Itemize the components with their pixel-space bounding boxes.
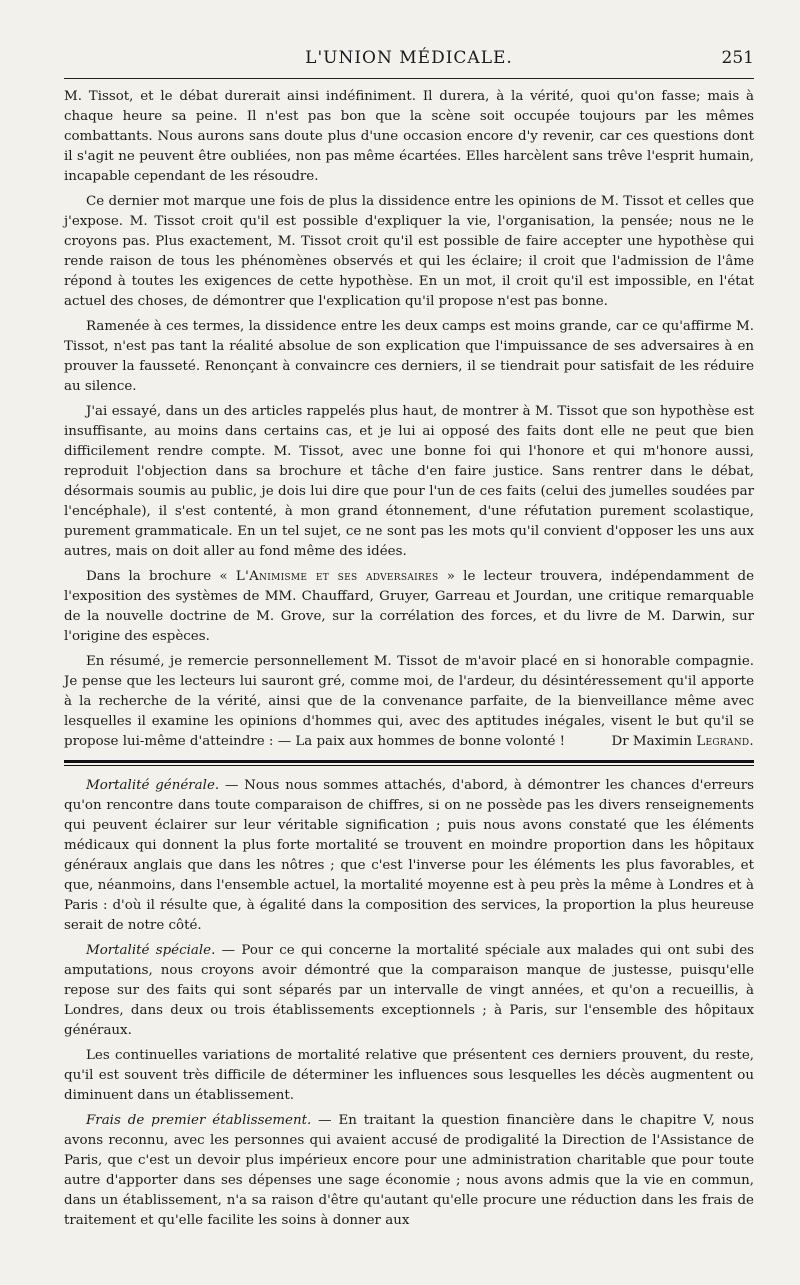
closing-paragraph: En résumé, je remercie personnellement M. Tissot de m'avoir placé en si honorable compagnie. Je pense que les lecteurs lui sauront gré, comme moi, de l'ardeur, du désintéressement qu'il apporte à la recherche de la vérité, ainsi que de la convenance parfaite, de la bienveillance même avec lesquelles il examine les opinions d'hommes qui, avec des aptitudes inégales, visent le but qu'il se propose lui-même d'atteindre : — La paix aux hommes de bonne volonté ! — [64, 654, 754, 749]
section-divider — [64, 760, 754, 766]
paragraph: Ramenée à ces termes, la dissidence entre les deux camps est moins grande, car ce qu'affirme M. Tissot, n'est pas tant la réalité absolue de son explication que l'impuissance de ses adversaires à en prouver la fausseté. Renonçant à convaincre ces derniers, il se tiendrait pour satisfait de les réduire au silence. — [64, 319, 754, 394]
section-text: — En traitant la question financière dans le chapitre V, nous avons reconnu, avec les personnes qui avaient accusé de prodigalité la Direction de l'Assistance de Paris, que c'est un devoir plus impérieux encore pour une administration charitable que pour toute autre d'apporter dans ses dépenses une sage économie ; nous avons admis que la vie en commun, dans un établissement, n'a sa raison d'être qu'autant qu'elle procure une réduction dans les frais de traitement et qu'elle facilite les soins à donner aux — [64, 1113, 754, 1228]
section-paragraph — [64, 1046, 754, 1106]
brochure-text-after: » le lecteur trouvera, indépendamment de l'exposition des systèmes de MM. Chauffard, Gruyer, Garreau et Jourdan, une critique remarquable de la nouvelle doctrine de M. Grove, sur la corrélation des forces, et du livre de M. Darwin, sur l'origine des espèces. — [64, 569, 754, 644]
paragraph: Ce dernier mot marque une fois de plus la dissidence entre les opinions de M. Tissot et celles que j'expose. M. Tissot croit qu'il est possible d'expliquer la vie, l'organisation, la pensée; nous ne le croyons pas. Plus exactement, M. Tissot croit qu'il est possible de faire accepter une hypothèse qui rende raison de tous les phénomènes observés et qui les éclaire; il croit que l'admission de l'âme répond à toutes les exigences de cette hypothèse. En un mot, il croit qu'il est impossible, en l'état actuel des choses, de démontrer que l'explication qu'il propose n'est pas bonne. — [64, 194, 754, 309]
brochure-text-before: Dans la brochure « — [86, 569, 236, 584]
signature-name: Legrand. — [696, 734, 754, 749]
section-paragraph — [64, 776, 754, 936]
brochure-title: L'Animisme et ses adversaires — [235, 569, 439, 584]
section-heading: Frais de premier établissement. — [86, 1113, 312, 1128]
page-header — [64, 44, 754, 72]
paragraph: J'ai essayé, dans un des articles rappelés plus haut, de montrer à M. Tissot que son hypothèse est insuffisante, au moins dans certains cas, et je lui ai opposé des faits dont elle ne peut que bien difficilement rendre compte. M. Tissot, avec une bonne foi qui l'honore et qui m'honore aussi, reproduit l'objection dans sa brochure et tâche d'en faire justice. Sans rentrer dans le débat, désormais soumis au public, je dois lui dire que pour l'un de ces faits (celui des jumelles soudées par l'encéphale), il s'est contenté, à mon grand étonnement, d'une réfutation purement scolastique, purement grammaticale. En un tel sujet, ce ne sont pas les mots qu'il convient d'opposer les uns aux autres, mais on doit aller au fond même des idées. — [64, 404, 754, 559]
journal-title: L'UNION MÉDICALE. — [305, 48, 513, 68]
section-text: — Pour ce qui concerne la mortalité spéciale aux malades qui ont subi des amputations, nous croyons avoir démontré que la comparaison manque de justesse, puisqu'elle repose sur des faits qui sont séparés par un intervalle de vingt années, et qu'on a recueillis, à Londres, dans deux ou trois établissements exceptionnels ; à Paris, sur l'ensemble des hôpitaux généraux. — [64, 943, 755, 1038]
section-text: — Nous nous sommes attachés, d'abord, à démontrer les chances d'erreurs qu'on rencontre dans toute comparaison de chiffres, si on ne possède pas les divers renseignements qui peuvent éclairer sur leur véritable signification ; puis nous avons constaté que les éléments médicaux qui donnent la plus forte mortalité se trouvent en moindre proportion dans les hôpitaux généraux anglais que dans les nôtres ; que c'est l'inverse pour les éléments les plus favorables, et que, néanmoins, dans l'ensemble actuel, la mortalité moyenne est à peu près la même à Londres et à Paris : d'où il résulte que, à égalité dans la composition des services, la proportion la plus heureuse serait de notre côté. — [64, 778, 754, 933]
paragraph: M. Tissot, et le débat durerait ainsi indéfiniment. Il durera, à la vérité, quoi qu'on fasse; mais à chaque heure sa peine. Il n'est pas bon que la scène soit occupée toujours par les mêmes combattants. Nous aurons sans doute plus d'une occasion encore d'y revenir, car ces questions dont il s'agit ne peuvent être oubliées, non pas même écartées. Elles harcèlent sans trêve l'esprit humain, incapable cependant de les résoudre. — [64, 89, 754, 184]
signature-prefix: Dr Maximin — [611, 734, 697, 749]
section-heading: Mortalité générale. — [86, 778, 220, 793]
page-number: 251 — [721, 48, 754, 68]
paragraph-brochure — [64, 567, 754, 647]
section-paragraph — [64, 941, 754, 1041]
header-rule — [64, 78, 754, 79]
page — [64, 44, 754, 1236]
article-animisme — [64, 87, 754, 752]
section-text: Les continuelles variations de mortalité relative que présentent ces derniers prouvent, du reste, qu'il est souvent très difficile de déterminer les influences sous lesquelles les décès augmentent ou diminuent dans un établissement. — [64, 1048, 754, 1103]
article-hopitaux — [64, 776, 754, 1231]
section-paragraph — [64, 1111, 754, 1231]
section-heading: Mortalité spéciale. — [86, 943, 216, 958]
